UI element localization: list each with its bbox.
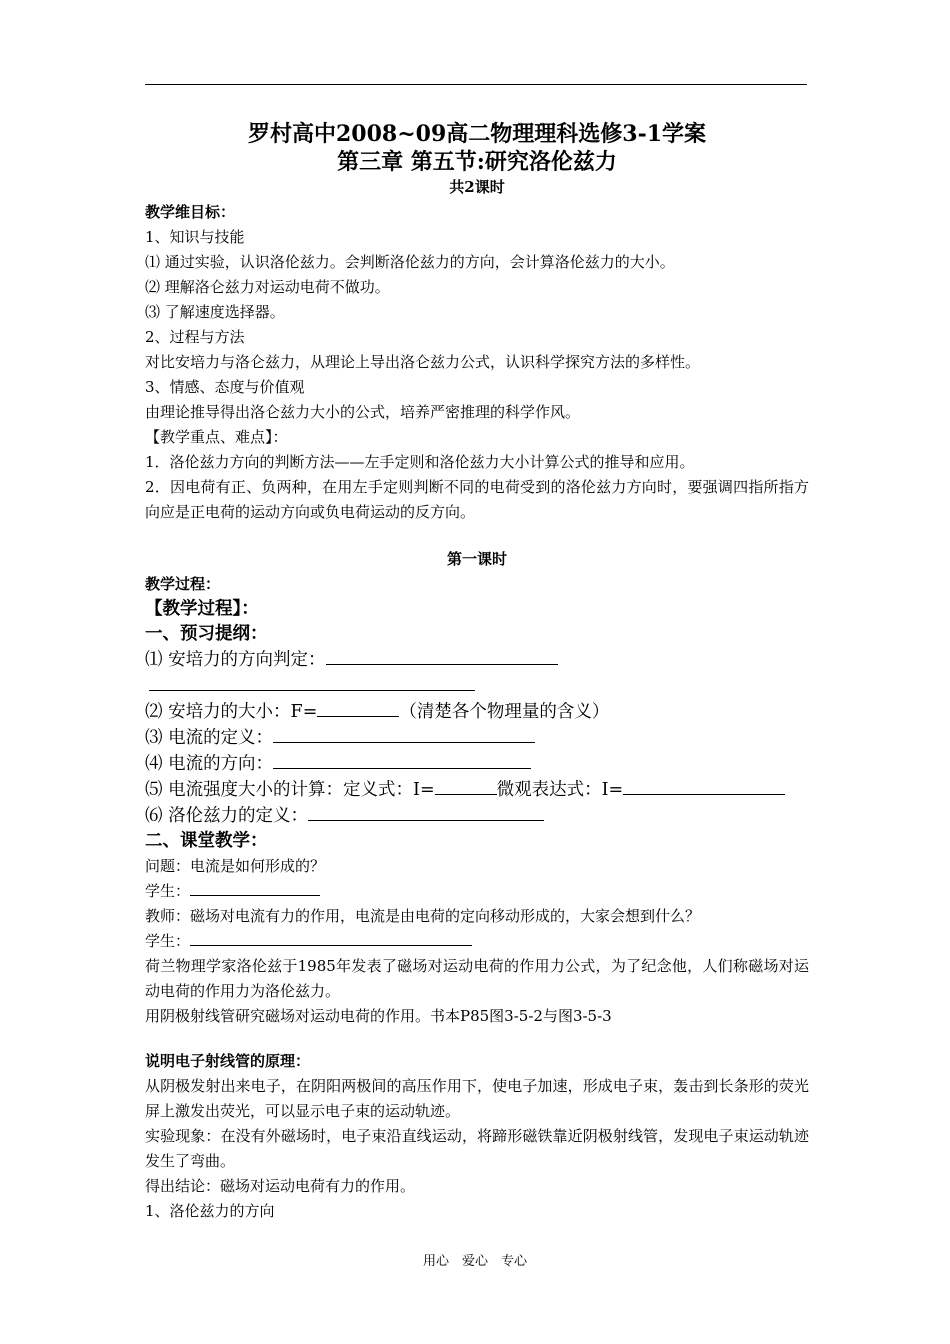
answer-blank-q1[interactable] [326,647,558,665]
answer-blank-q5-micro[interactable] [623,777,785,795]
answer-blank-q1-line2[interactable] [149,673,475,691]
preview-q3-label: ⑶ 电流的定义： [145,728,274,748]
class-heading: 二、课堂教学： [145,831,268,851]
student-answer-1 [145,879,809,904]
goal-k1: ⑴ 通过实验，认识洛伦兹力。会判断洛伦兹力的方向，会计算洛伦兹力的大小。 [145,253,675,271]
preview-q3 [145,725,809,751]
preview-q4 [145,751,809,777]
answer-blank-student-1[interactable] [190,881,320,896]
goal-k2: ⑵ 理解洛仑兹力对运动电荷不做功。 [145,278,390,296]
goal-knowledge: 1、知识与技能 [145,228,245,246]
preview-q2-label: ⑵ 安培力的大小：F= [145,702,318,722]
preview-q2-note: （清楚各个物理量的含义） [399,702,610,722]
goals-heading: 教学维目标： [145,203,236,221]
answer-blank-q5-definition[interactable] [435,777,497,795]
title-line1: 罗村高中2008~09高二物理理科选修3-1学案 [247,121,707,147]
preview-q1-continued [145,673,809,699]
phenomenon-text: 实验现象：在没有外磁场时，电子束沿直线运动，将蹄形磁铁靠近阴极射线管，发现电子束运动轨迹发生了弯曲。 [145,1127,809,1170]
process-label: 教学过程： [145,575,221,593]
lesson-hours: 共2课时 [449,178,505,196]
answer-blank-q6[interactable] [308,803,544,821]
preview-q5-micro-label: 微观表达式：I= [496,780,624,800]
answer-blank-q3[interactable] [273,725,535,743]
conclusion-text: 得出结论：磁场对运动电荷有力的作用。 [145,1177,416,1195]
goal-emotion-text: 由理论推导得出洛仑兹力大小的公式，培养严密推理的科学作风。 [145,403,581,421]
answer-blank-student-2[interactable] [190,931,472,946]
goal-process: 2、过程与方法 [145,328,245,346]
preview-q6 [145,803,809,829]
title-line2: 第三章 第五节:研究洛伦兹力 [337,149,617,175]
document-body [145,120,809,1224]
preview-q5-label: ⑸ 电流强度大小的计算：定义式：I= [145,780,435,800]
cathode-tube-text: 用阴极射线管研究磁场对运动电荷的作用。书本P85图3-5-2与图3-5-3 [145,1007,612,1025]
question-text: 问题：电流是如何形成的？ [145,857,326,875]
teacher-text: 教师：磁场对电流有力的作用，电流是由电荷的定向移动形成的，大家会想到什么？ [145,907,701,925]
process-bracket-heading: 【教学过程】： [145,599,259,619]
answer-blank-q4[interactable] [273,751,531,769]
keypoints-heading: 【教学重点、难点】： [145,428,288,446]
spacer [145,525,809,547]
keypoint-1: 1．洛伦兹力方向的判断方法——左手定则和洛伦兹力大小计算公式的推导和应用。 [145,453,695,471]
principle-text: 从阴极发射出来电子，在阴阳两极间的高压作用下，使电子加速，形成电子束，轰击到长条形的荧光屏上激发出荧光，可以显示电子束的运动轨迹。 [145,1077,809,1120]
preview-q6-label: ⑹ 洛伦兹力的定义： [145,806,309,826]
preview-heading: 一、预习提纲： [145,624,268,644]
student-label-2: 学生： [145,932,191,950]
student-answer-2 [145,929,809,954]
lorentz-paragraph: 荷兰物理学家洛伦兹于1985年发表了磁场对运动电荷的作用力公式，为了纪念他，人们称磁场对运动电荷的作用力为洛伦兹力。 [145,957,809,1000]
spacer [145,1029,809,1049]
keypoint-2: 2．因电荷有正、负两种，在用左手定则判断不同的电荷受到的洛伦兹力方向时，要强调四指所指方向应是正电荷的运动方向或负电荷运动的反方向。 [145,478,809,521]
goal-k3: ⑶ 了解速度选择器。 [145,303,285,321]
preview-q1 [145,647,809,673]
preview-q4-label: ⑷ 电流的方向： [145,754,274,774]
student-label-1: 学生： [145,882,191,900]
goal-process-text: 对比安培力与洛仑兹力，从理论上导出洛仑兹力公式，认识科学探究方法的多样性。 [145,353,701,371]
answer-blank-q2[interactable] [317,699,399,717]
header-rule [145,84,807,85]
preview-q2 [145,699,809,725]
preview-q1-label: ⑴ 安培力的方向判定： [145,650,326,670]
goal-emotion: 3、情感、态度与价值观 [145,378,305,396]
principle-heading: 说明电子射线管的原理： [145,1052,311,1070]
preview-q5 [145,777,809,803]
direction-heading: 1、洛伦兹力的方向 [145,1202,275,1220]
lesson1-heading: 第一课时 [446,550,507,568]
page-footer: 用心 爱心 专心 [422,1254,527,1269]
